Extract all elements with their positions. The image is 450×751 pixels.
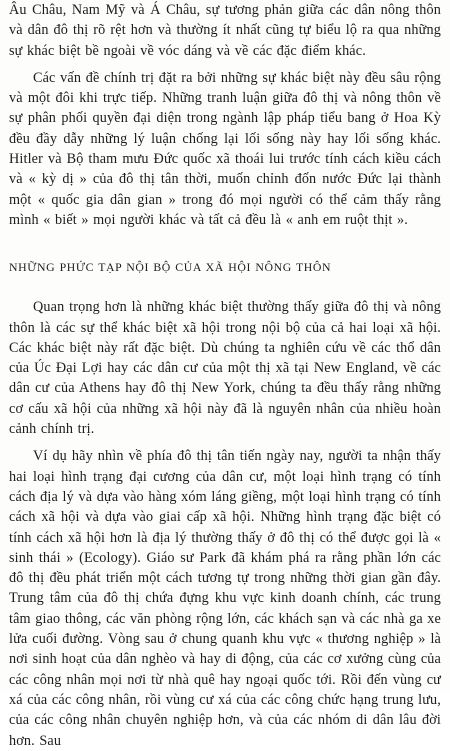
paragraph-continued: Âu Châu, Nam Mỹ và Á Châu, sự tương phản giữa các dân nông thôn và dân đô thị rõ rệt hơn và thường ít nhất cũng tự biểu lộ ra qua những sự khác biệt bề ngoài về vóc dáng và về các đặc điểm khác.	[9, 2, 441, 59]
paragraph-internal-differences: Quan trọng hơn là những khác biệt thường thấy giữa đô thị và nông thôn là các sự thể khác biệt xã hội trong nội bộ của cả hai loại xã hội. Các khác biệt này rất đặc biệt. Dù chúng ta nghiên cứu về các thổ dân của Úc Đại Lợi hay các dân cư của một thị xã tại New England, về các dân cư của Athens hay đô thị New York, chúng ta đều thấy rằng những cơ cấu xã hội của những xã hội này đã là nguyên nhân của nhiều hoàn cảnh chính trị.	[9, 299, 441, 438]
text-column	[9, 0, 441, 751]
section-heading: NHỮNG PHỨC TẠP NỘI BỘ CỦA XÃ HỘI NÔNG THÔN	[9, 260, 332, 275]
paragraph-political-issues: Các vấn đề chính trị đặt ra bởi những sự khác biệt này đều sâu rộng và một đôi khi trực tiếp. Những tranh luận giữa đô thị và nông thôn về sự phân phối quyền đại diện trong ngành lập pháp tiểu bang ở Hoa Kỳ đều đầy dẫy những lý luận chống lại lối sống này hay lối sống khác. Hitler và Bộ tham mưu Đức quốc xã thoái lui trước tính cách kiều cách và « kỳ dị » của đô thị tân thời, muốn chỉnh đốn nước Đức lại thành một « quốc gia dân gian » trong đó mọi người có thể cảm thấy rằng mình « biết » mọi người khác và tất cả đều là « anh em ruột thịt ».	[9, 69, 441, 228]
paragraph-urban-ecology: Ví dụ hãy nhìn về phía đô thị tân tiến ngày nay, người ta nhận thấy hai loại hình trạng đại cương của dân cư, một loại hình trạng có tính cách địa lý và dựa vào hàng xóm láng giềng, một loại hình trạng có tính cách xã hội và dựa vào giai cấp xã hội. Những hình trạng đặc biệt có tính cách xã hội hơn là địa lý thường thấy ở đô thị có thể được gọi là « sinh thái » (Ecology). Giáo sư Park đã khám phá ra rằng phần lớn các đô thị đều phát triển một cách tương tự trong những thời gian gần đây. Trung tâm của đô thị chứa đựng khu vực kinh doanh chính, các trung tâm giao thông, các văn phòng rộng lớn, các khách sạn và các nhà ga xe lửa cuối đường. Vòng sau ở chung quanh khu vực « thương nghiệp » là nơi sinh hoạt của dân nghèo và hay di động, của các cơ xưởng cùng của các công nhân mọi nơi từ nhà quê hay ngoại quốc tới. Rồi đến vùng cư xá của các công nhân, rồi vùng cư xá của các công chức hạng trung lưu, của các công nhân chuyên nghiệp hơn, và của các nhóm di dân lâu đời hơn. Sau	[9, 448, 441, 749]
